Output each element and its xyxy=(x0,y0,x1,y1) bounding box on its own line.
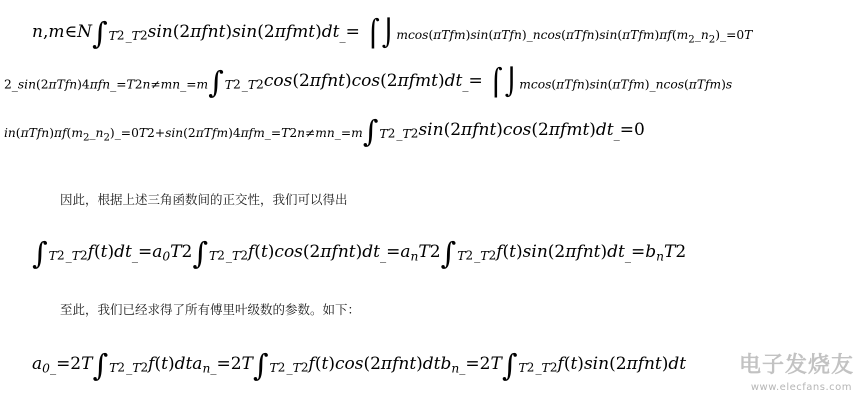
paragraph-1: 因此，根据上述三角函数间的正交性，我们可以得出 xyxy=(60,192,348,207)
equation-line-3: $in(\pi Tfn)\pi f(m_2\_n_2)\_=0T2+\sin(2\pi Tfm)4\pi fm\_=T2n\ne mn\_=m\int T2\_T2\sin(2\pi fnt)\cos(2\pi fmt)dt\_=0$ xyxy=(4,114,645,150)
equation-line-5: $a_0\_=2T\int T2\_T2f(t)dta_n\_=2T\int T2\_T2f(t)\cos(2\pi fnt)dtb_n\_=2T\int T2\_T2f(t)\sin(2\pi fnt)dt$ xyxy=(32,348,687,384)
equation-line-2: 2_sin(2πTfn)4πfn_=T2n≠mn_=m∫T2_T2cos(2πfnt)cos(2πfmt)dt_= ⌠⌡mcos(πTfn)sin(πTfm)_ncos(πTfm)s xyxy=(4,65,733,101)
watermark-url: www.elecfans.com xyxy=(750,382,852,393)
equation-line-4: $\int T2\_T2f(t)dt\_=a_0T2\int T2\_T2f(t)\cos(2\pi fnt)dt\_=a_nT2\int T2\_T2f(t)\sin(2\pi fnt)dt\_=b_nT2$ xyxy=(32,236,687,272)
watermark-title: 电子发烧友 xyxy=(738,353,854,378)
paragraph-2: 至此，我们已经求得了所有傅里叶级数的参数。如下： xyxy=(60,302,361,317)
equation-line-1: n,m∈N∫T2_T2sin(2πfnt)sin(2πfmt)dt_= $⌠⌡mcos(\pi Tfm)\sin(\pi Tfn)\_ncos(\pi Tfn)\sin(\pi Tfm)\pi f(m_2\_n_2)\_=0T$ xyxy=(32,16,753,52)
